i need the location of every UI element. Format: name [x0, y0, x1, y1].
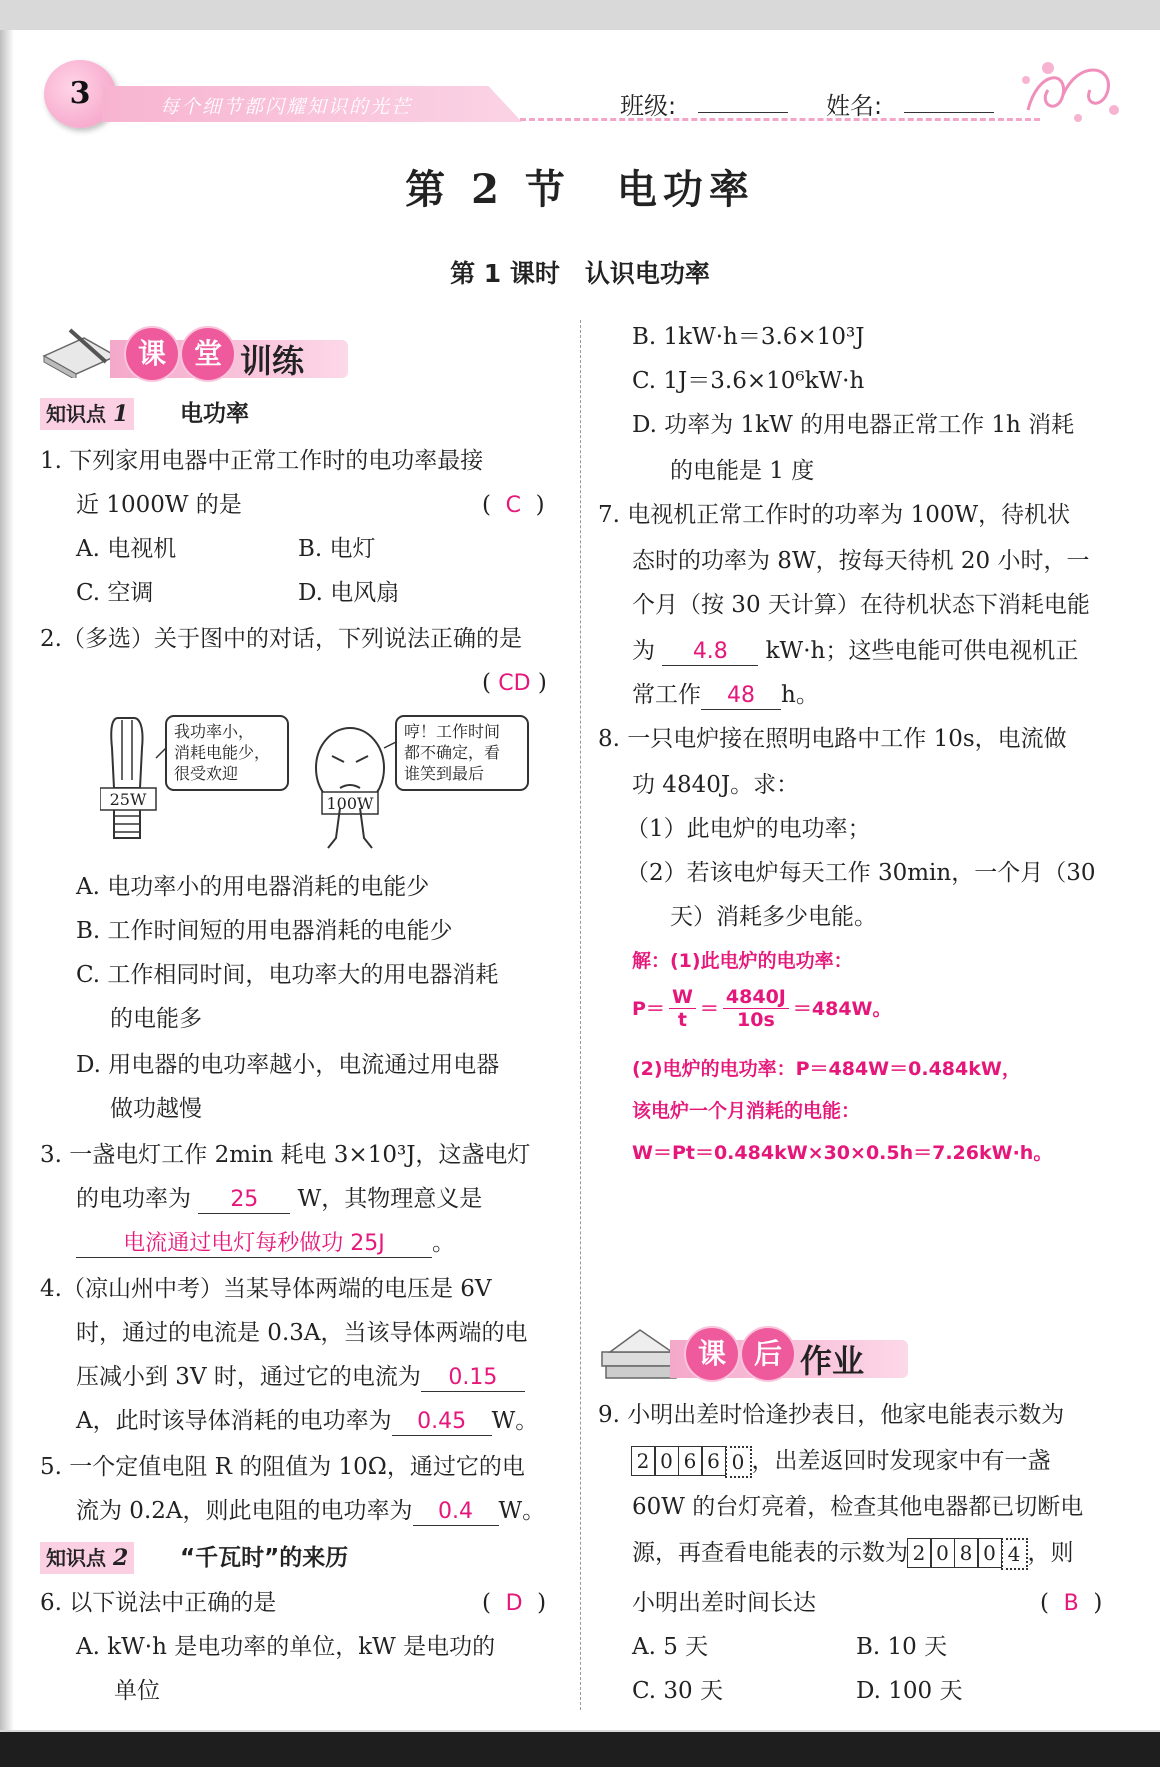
q2-option-c-2: 的电能多 [110, 1006, 202, 1032]
q7-line3: 个月（按 30 天计算）在待机状态下消耗电能 [632, 592, 1090, 618]
q3-blank-2: 电流通过电灯每秒做功 25J [76, 1230, 432, 1258]
q4-line1: 4.（凉山州中考）当某导体两端的电压是 6V [40, 1276, 492, 1302]
q8-line4: （2）若该电炉每天工作 30min，一个月（30 [626, 860, 1096, 886]
notebook-pen-icon [40, 322, 120, 378]
slogan: 每个细节都闪耀知识的光芒 [160, 96, 413, 118]
bottom-bar [0, 1732, 1160, 1767]
q8-solution-1: 解：(1)此电炉的电功率： [632, 950, 853, 972]
q3-line1: 3. 一盏电灯工作 2min 耗电 3×10³J，这盏电灯 [40, 1142, 531, 1168]
section-title: 第 2 节 电功率 [405, 166, 755, 213]
q1-answer: ( C ) [482, 492, 545, 518]
q8-solution-4: 该电炉一个月消耗的电能： [632, 1100, 861, 1122]
q6-option-c: C. 1J＝3.6×10⁶kW·h [632, 368, 865, 394]
q9-line3: 60W 的台灯亮着，检查其他电器都已切断电 [632, 1494, 1084, 1520]
page-number-badge: 3 [44, 60, 116, 128]
lesson-subtitle: 第 1 课时 认识电功率 [450, 259, 710, 288]
fraction-4840-over-10: 4840J 10s [723, 986, 789, 1031]
q7-line4: 为 4.8 kW·h；这些电能可供电视机正 [632, 638, 1079, 664]
name-label: 姓名: [826, 92, 883, 120]
q5-blank: 0.4 [413, 1498, 499, 1526]
books-icon [600, 1322, 680, 1382]
banner-word: 训练 [240, 342, 305, 380]
name-blank [904, 112, 994, 113]
q4-line3: 压减小到 3V 时，通过它的电流为 0.15 [76, 1362, 525, 1392]
q5-line1: 5. 一个定值电阻 R 的阻值为 10Ω，通过它的电 [40, 1454, 525, 1480]
q7-blank-2: 48 [701, 682, 781, 710]
q6-line1: 6. 以下说法中正确的是 [40, 1590, 277, 1616]
meter-reading-after: 2 0 8 0 4 [908, 1538, 1028, 1570]
q8-solution-5: W＝Pt＝0.484kW×30×0.5h＝7.26kW·h。 [632, 1142, 1053, 1164]
q7-line1: 7. 电视机正常工作时的功率为 100W，待机状 [598, 502, 1071, 528]
q6-option-d-2: 的电能是 1 度 [670, 458, 815, 484]
kp-name: “千瓦时”的来历 [180, 1545, 349, 1571]
q1-option-d: D. 电风扇 [298, 580, 400, 606]
q9-line5: 小明出差时间长达 [632, 1590, 816, 1616]
banner-char2: 后 [740, 1326, 796, 1382]
ball-label: 100W [326, 794, 374, 813]
q4-blank-2: 0.45 [392, 1408, 492, 1436]
q1-line2: 近 1000W 的是 [76, 492, 242, 518]
q9-option-c: C. 30 天 [632, 1678, 723, 1704]
q9-line2: 2 0 6 6 0 ，出差返回时发现家中有一盏 [632, 1446, 1051, 1478]
q5-line2: 流为 0.2A，则此电阻的电功率为 0.4 W。 [76, 1498, 546, 1524]
q6-option-a-2: 单位 [114, 1678, 160, 1704]
knowledge-point-1 [40, 398, 300, 430]
q4-blank-1: 0.15 [421, 1364, 525, 1392]
q1-option-a: A. 电视机 [76, 536, 177, 562]
q1-option-b: B. 电灯 [298, 536, 376, 562]
q2-option-d-1: D. 用电器的电功率越小，电流通过用电器 [76, 1052, 500, 1078]
q4-line4: A，此时该导体消耗的电功率为 0.45 W。 [76, 1408, 539, 1434]
q6-option-b: B. 1kW·h＝3.6×10³J [632, 324, 865, 350]
kp-tag: 知识点 1 [40, 398, 134, 430]
dialogue-cartoon [100, 708, 540, 858]
banner-char2: 堂 [180, 326, 236, 382]
banner-char1: 课 [684, 1326, 740, 1382]
q2-option-d-2: 做功越慢 [110, 1096, 202, 1122]
q9-line1: 9. 小明出差时恰逢抄表日，他家电能表示数为 [598, 1402, 1065, 1428]
q1-line1: 1. 下列家用电器中正常工作时的电功率最接 [40, 448, 484, 474]
q9-option-b: B. 10 天 [856, 1634, 948, 1660]
meter-reading-before: 2 0 6 6 0 [632, 1446, 752, 1478]
q9-line4: 源，再查看电能表的示数为 2 0 8 0 4 ，则 [632, 1538, 1074, 1570]
q3-blank-1: 25 [198, 1186, 290, 1214]
q8-solution-3: (2)电炉的电功率：P＝484W＝0.484kW， [632, 1058, 1021, 1080]
banner-word: 作业 [800, 1342, 865, 1380]
q3-line3: 电流通过电灯每秒做功 25J 。 [76, 1228, 455, 1258]
classroom-training-banner [40, 322, 340, 378]
q2-option-c-1: C. 工作相同时间，电功率大的用电器消耗 [76, 962, 499, 988]
q2-answer: ( CD ) [482, 670, 547, 696]
q6-option-a-1: A. kW·h 是电功率的单位，kW 是电功的 [76, 1634, 496, 1660]
q8-line2: 功 4840J。求： [632, 772, 800, 798]
q2-option-b: B. 工作时间短的用电器消耗的电能少 [76, 918, 453, 944]
q9-option-d: D. 100 天 [856, 1678, 963, 1704]
class-blank [698, 112, 788, 113]
q8-line1: 8. 一只电炉接在照明电路中工作 10s，电流做 [598, 726, 1067, 752]
q3-line2: 的电功率为 25 W，其物理意义是 [76, 1186, 483, 1212]
class-label: 班级: [620, 92, 677, 120]
q7-line2: 态时的功率为 8W，按每天待机 20 小时，一 [632, 548, 1090, 574]
flourish-ornament-icon [1018, 50, 1128, 130]
bulb-speech-bubble: 我功率小， 消耗电能少， 很受欢迎 [174, 722, 271, 783]
bulb-label: 25W [109, 790, 147, 809]
q6-option-d-1: D. 功率为 1kW 的用电器正常工作 1h 消耗 [632, 412, 1075, 438]
column-divider [580, 320, 581, 1710]
q2-line1: 2.（多选）关于图中的对话，下列说法正确的是 [40, 626, 522, 652]
q8-line3: （1）此电炉的电功率； [626, 816, 871, 842]
q9-answer: ( B ) [1040, 1590, 1103, 1616]
knowledge-point-2 [40, 1542, 440, 1574]
ball-speech-bubble: 哼！工作时间 都不确定，看 谁笑到最后 [404, 722, 501, 783]
kp-tag: 知识点 2 [40, 1542, 134, 1574]
q7-blank-1: 4.8 [662, 638, 758, 666]
header-dash-line [520, 118, 1040, 121]
q7-line5: 常工作 48 h。 [632, 682, 819, 708]
q1-option-c: C. 空调 [76, 580, 154, 606]
kp-name: 电功率 [180, 401, 249, 427]
q4-line2: 时，通过的电流是 0.3A，当该导体两端的电 [76, 1320, 528, 1346]
q9-option-a: A. 5 天 [632, 1634, 709, 1660]
q8-line5: 天）消耗多少电能。 [670, 904, 877, 930]
banner-char1: 课 [124, 326, 180, 382]
homework-banner [600, 1322, 900, 1378]
q8-solution-2: P＝ W t ＝ 4840J 10s ＝484W。 [632, 986, 892, 1031]
q6-answer: ( D ) [482, 1590, 547, 1616]
q2-option-a: A. 电功率小的用电器消耗的电能少 [76, 874, 430, 900]
fraction-w-over-t: W t [669, 986, 696, 1031]
